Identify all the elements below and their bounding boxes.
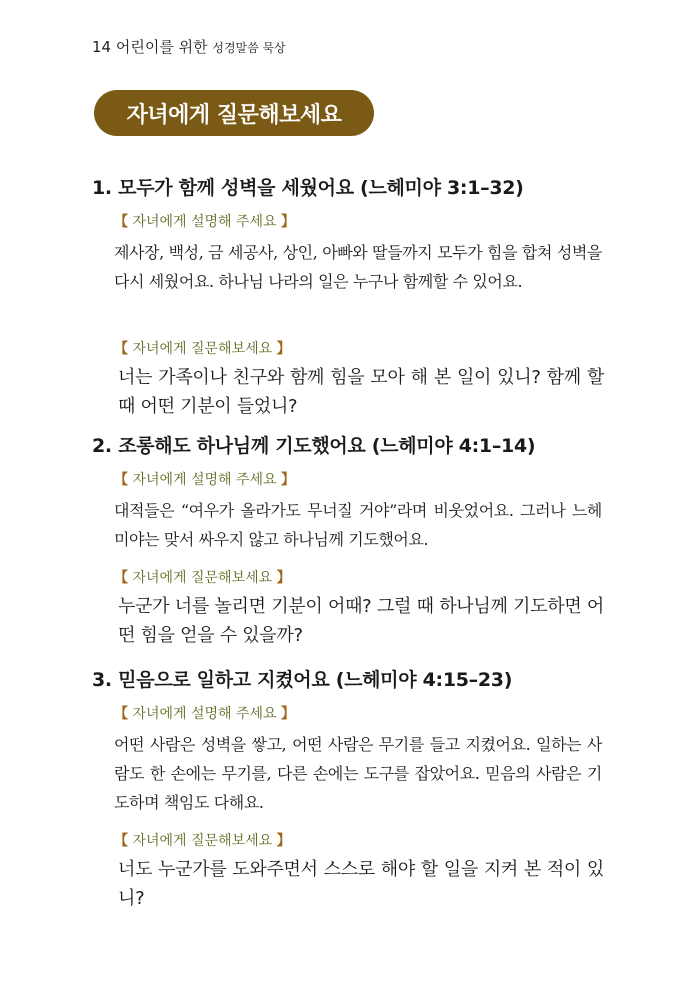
explain-label-text: 자녀에게 설명해 주세요: [132, 214, 277, 230]
section-heading: 1. 모두가 함께 성벽을 세웠어요 (느헤미야 3:1–32): [92, 177, 524, 199]
bracket-open: 【: [114, 214, 128, 230]
bracket-open: 【: [114, 472, 128, 488]
bracket-close: 】: [276, 833, 291, 849]
page-header: [92, 36, 286, 57]
question-label: [114, 568, 612, 588]
explain-text: 어떤 사람은 성벽을 쌓고, 어떤 사람은 무기를 들고 지켰어요. 일하는 사람도 한 손에는 무기를, 다른 손에는 도구를 잡았어요. 믿음의 사람은 기도하며 책임도 다해요.: [114, 735, 602, 812]
book-subtitle: 성경말씀 묵상: [212, 41, 286, 55]
bracket-close: 】: [281, 706, 296, 722]
bracket-open: 【: [114, 706, 128, 722]
section-heading: 3. 믿음으로 일하고 지켰어요 (느헤미야 4:15–23): [92, 669, 513, 691]
bracket-close: 】: [281, 214, 296, 230]
bracket-close: 】: [276, 570, 291, 586]
explain-text: 대적들은 “여우가 올라가도 무너질 거야”라며 비웃었어요. 그러나 느헤미야는 맞서 싸우지 않고 하나님께 기도했어요.: [114, 501, 602, 549]
question-label: [114, 831, 612, 851]
bracket-open: 【: [114, 833, 128, 849]
section-2: [92, 434, 612, 650]
page-title: 자녀에게 질문해보세요: [94, 90, 374, 136]
page-number: 14: [92, 38, 112, 56]
question-text: 너는 가족이나 친구와 함께 힘을 모아 해 본 일이 있니? 함께 할 때 어떤 기분이 들었니?: [118, 367, 604, 417]
bracket-close: 】: [276, 341, 291, 357]
question-text: 누군가 너를 놀리면 기분이 어때? 그럴 때 하나님께 기도하면 어떤 힘을 얻을 수 있을까?: [118, 596, 604, 646]
explain-text: 제사장, 백성, 금 세공사, 상인, 아빠와 딸들까지 모두가 힘을 합쳐 성벽을 다시 세웠어요. 하나님 나라의 일은 누구나 함께할 수 있어요.: [114, 243, 602, 291]
bracket-open: 【: [114, 570, 128, 586]
explain-label: [114, 212, 612, 232]
book-title: 어린이를 위한: [115, 38, 208, 56]
section-1: [92, 176, 612, 421]
question-label-text: 자녀에게 질문해보세요: [132, 570, 273, 586]
question-label-text: 자녀에게 질문해보세요: [132, 833, 273, 849]
explain-label: [114, 704, 612, 724]
explain-label: [114, 470, 612, 490]
question-label-text: 자녀에게 질문해보세요: [132, 341, 273, 357]
section-3: [92, 668, 612, 913]
bracket-close: 】: [281, 472, 296, 488]
explain-label-text: 자녀에게 설명해 주세요: [132, 472, 277, 488]
explain-label-text: 자녀에게 설명해 주세요: [132, 706, 277, 722]
question-text: 너도 누군가를 도와주면서 스스로 해야 할 일을 지켜 본 적이 있니?: [118, 859, 604, 909]
section-heading: 2. 조롱해도 하나님께 기도했어요 (느헤미야 4:1–14): [92, 435, 536, 457]
question-label: [114, 339, 612, 359]
bracket-open: 【: [114, 341, 128, 357]
